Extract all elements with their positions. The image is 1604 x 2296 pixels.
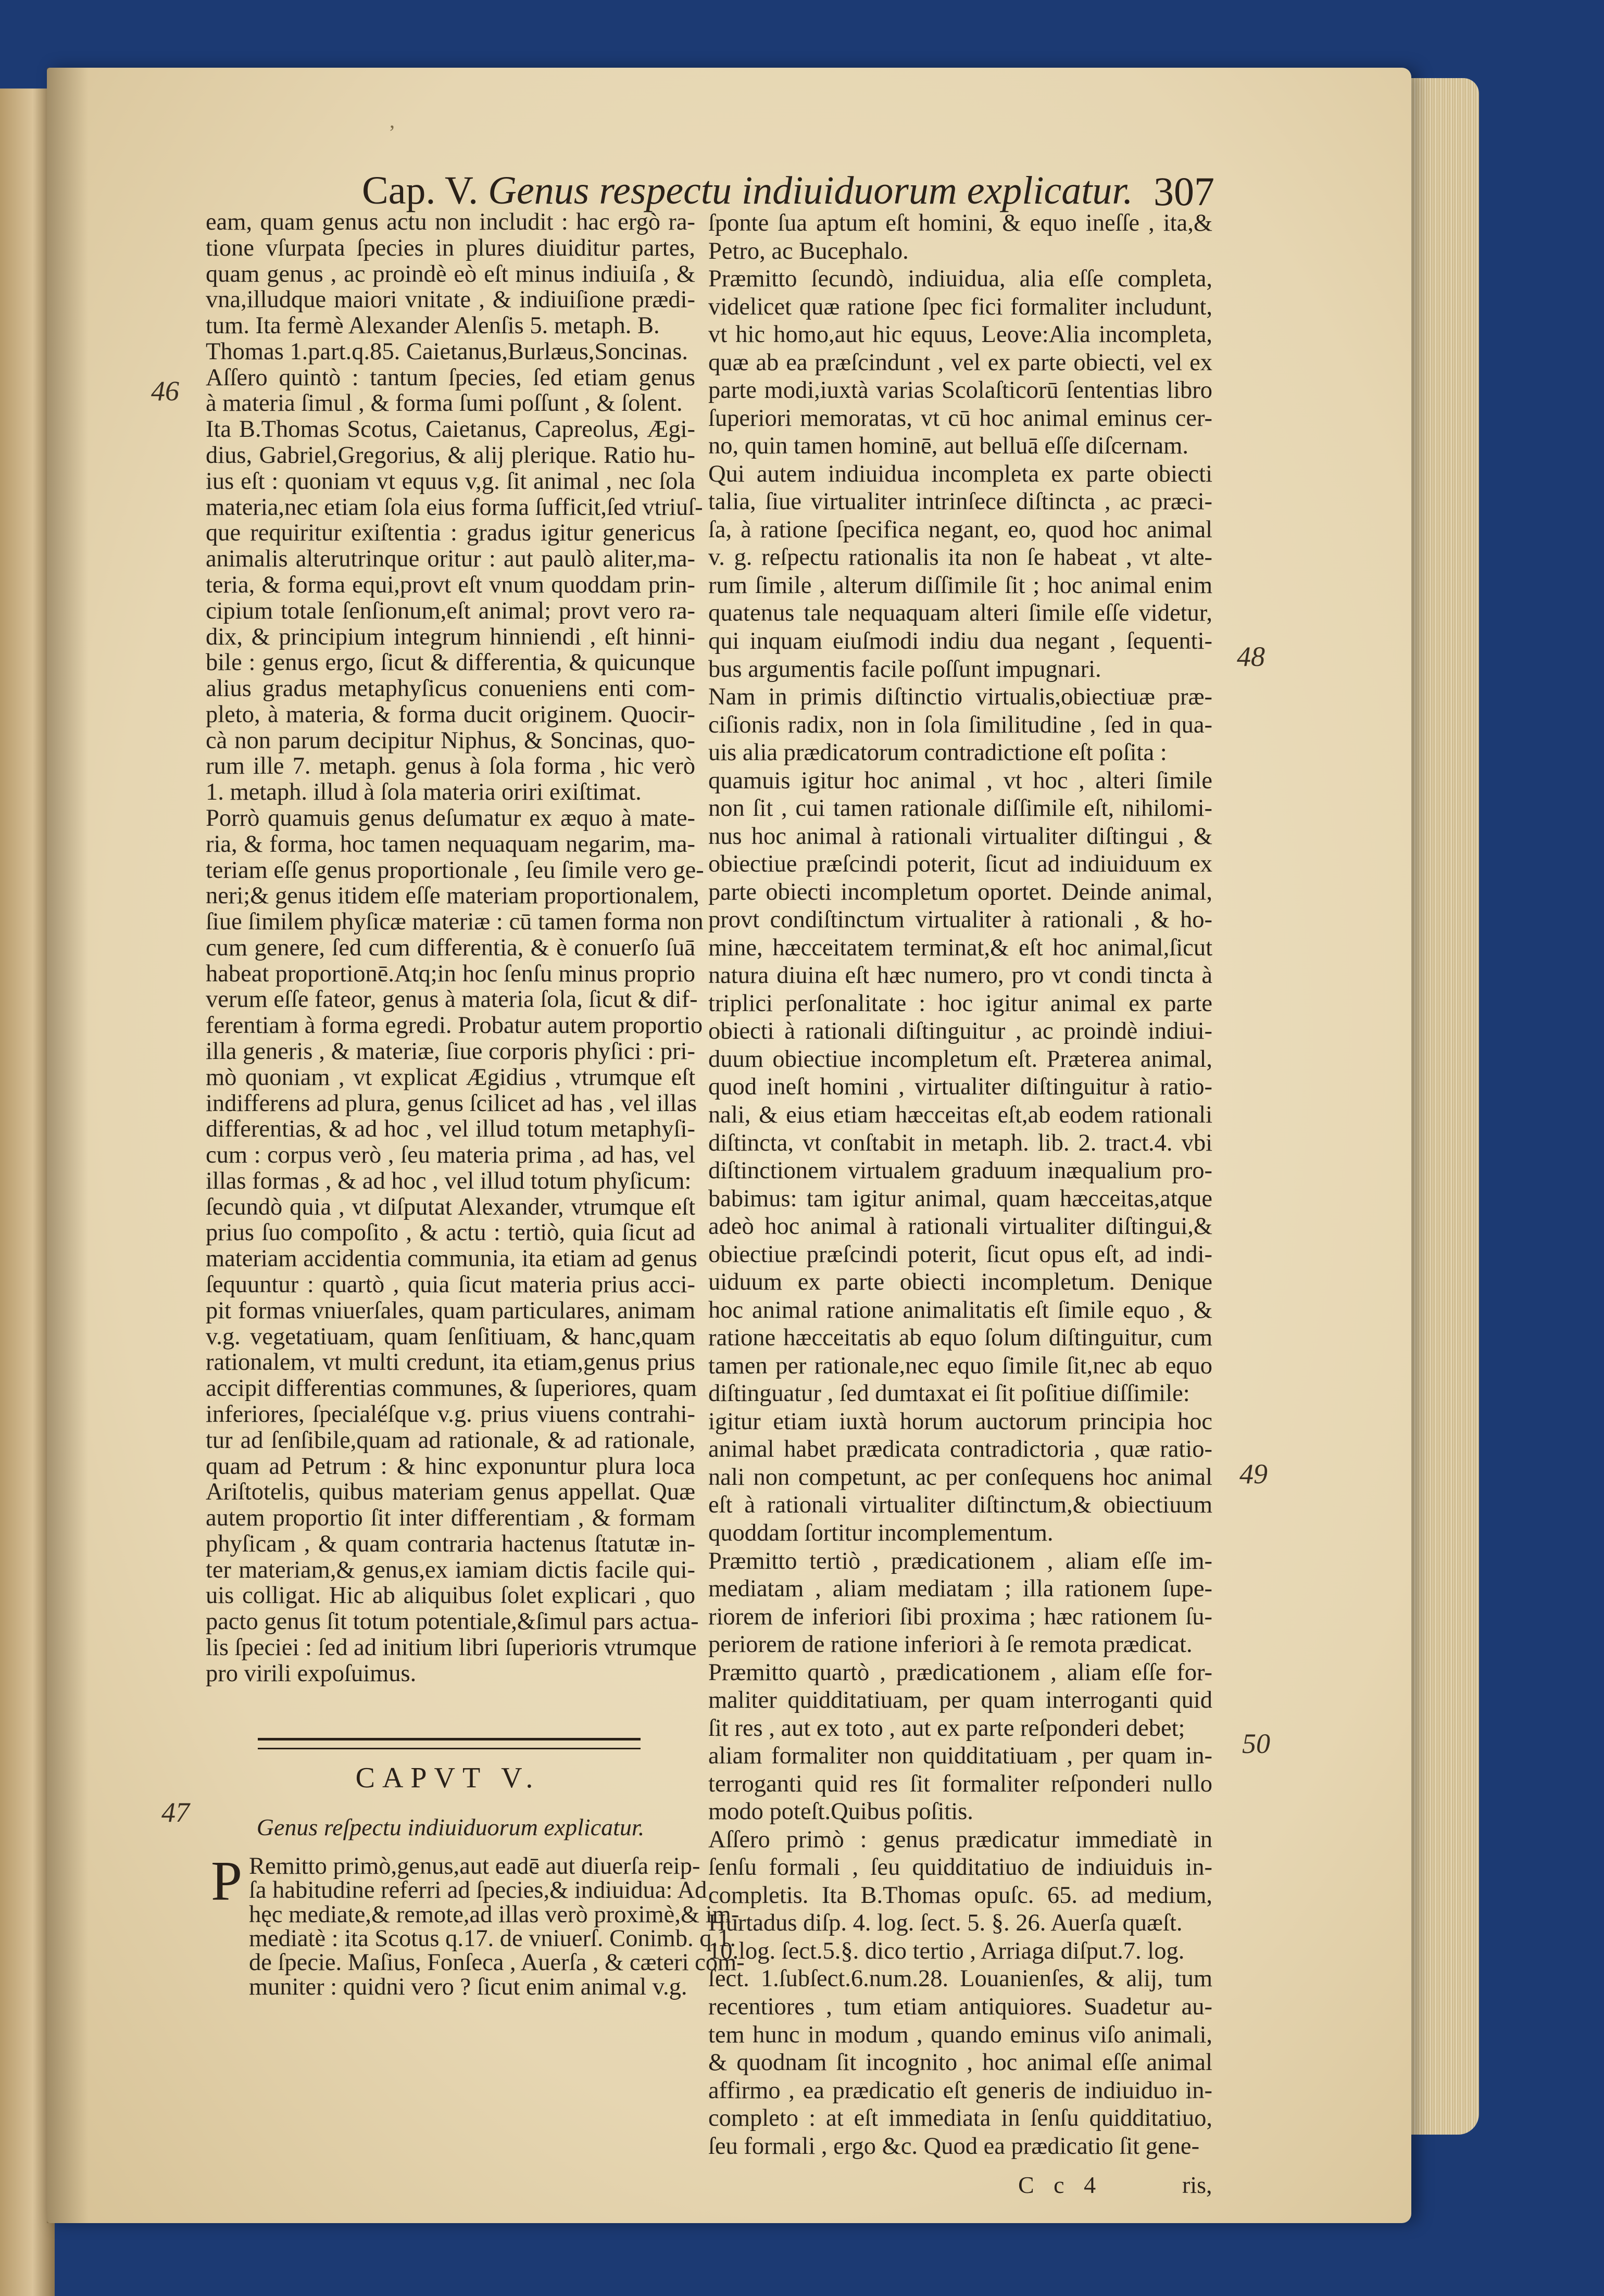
text-line: quod ineſt homini , virtualiter diſtinguitur à ratio- [708, 1074, 1212, 1101]
text-line: completis. Ita B.Thomas opuſc. 65. ad medium, [708, 1882, 1212, 1909]
text-line: mò quoniam , vt explicat Ægidius , vtrumque eſt [206, 1064, 695, 1091]
text-line: hoc animal ratione animalitatis eſt ſimile equo , & [708, 1296, 1212, 1323]
text-line: quoddam ſortitur incomplementum. [708, 1519, 1054, 1546]
text-line: rationalem, vt multi credunt, ita etiam,genus prius [206, 1349, 695, 1376]
running-head [362, 166, 1247, 216]
text-line: hęc mediate,& remote,ad illas verò proximè,& im- [249, 1901, 740, 1928]
text-line: ciſionis radix, non in ſola ſimilitudine , ſed in qua- [708, 711, 1212, 738]
text-line: v. g. reſpectu rationalis ita non ſe habeat , vt alte- [708, 544, 1212, 571]
text-line: quam ad Petrum : & hinc exponuntur plura loca [206, 1453, 695, 1480]
text-line: obiecti à rationali diſtinguitur , ac proindè indiui- [708, 1018, 1212, 1045]
text-line: Præmitto ſecundò, indiuidua, alia eſſe completa, [708, 266, 1212, 293]
text-line: pro virili expoſuimus. [206, 1660, 417, 1687]
section-heading: CAPVT V. [355, 1762, 541, 1794]
section-rule [258, 1738, 641, 1749]
text-line: Præmitto tertiò , prædicationem , aliam eſſe im- [708, 1547, 1212, 1574]
text-line: diſtinguatur , ſed dumtaxat ei ſit poſitiue diſſimile: [708, 1380, 1190, 1407]
text-line: Aſſero primò : genus prædicatur immediatè in [708, 1826, 1212, 1853]
section-opening-text [249, 1853, 745, 2000]
text-line: differentias, & ad hoc , vel illud totum metaphyſi- [206, 1116, 695, 1143]
text-line: natura diuina eſt hæc numero, pro vt condi tincta à [708, 962, 1212, 989]
text-line: v.g. vegetatiuam, quam ſenſitiuam, & hanc,quam [206, 1323, 695, 1350]
text-line: cum genere, ſed cum differentia, & è conuerſo ſuā [206, 934, 695, 961]
text-line: materia,nec etiam ſola eius forma ſufficit,ſed vtriuſ- [206, 494, 703, 521]
margin-number: 46 [151, 375, 179, 407]
text-line: ſit res , aut ex toto , aut ex parte reſponderi debet; [708, 1714, 1185, 1742]
text-line: Remitto primò,genus,aut eadē aut diuerſa reip- [249, 1853, 700, 1879]
text-line: Ariſtotelis, quibus materiam genus appellat. Quæ [206, 1479, 695, 1506]
text-line: obiectiue præſcindi poterit, ſicut opus eſt, ad indi- [708, 1241, 1212, 1268]
text-line: mediatam , aliam mediatam ; illa rationem ſupe- [708, 1575, 1212, 1603]
text-line: bus argumentis facile poſſunt impugnari. [708, 655, 1101, 683]
text-line: ſuperiori memoratas, vt cū hoc animal eminus cer- [708, 405, 1212, 432]
text-line: uis colligat. Hic ab aliquibus ſolet explicari , quo [206, 1582, 695, 1609]
text-line: lis ſpeciei : ſed ad initium libri ſuperioris vtrumque [206, 1634, 697, 1661]
text-line: Qui autem indiuidua incompleta ex parte obiecti [708, 460, 1212, 487]
text-line: tamen per rationale,nec equo ſimile ſit,nec ab equo [708, 1352, 1212, 1379]
text-line: mediatè : ita Scotus q.17. de vniuerſ. Conimb. q.1. [249, 1925, 736, 1952]
text-line: indifferens ad plura, genus ſcilicet ad has , vel illas [206, 1090, 697, 1117]
text-line: cum : corpus verò , ſeu materia prima , ad has, vel [206, 1142, 695, 1169]
text-line: provt condiſtinctum virtualiter à rationali , & ho- [708, 906, 1212, 933]
text-line: verum eſſe fateor, genus à materia ſola, ſicut & dif- [206, 986, 698, 1013]
text-line: ſa habitudine referri ad ſpecies,& indiuidua: Ad [249, 1877, 707, 1904]
text-line: & quodnam ſit incognito , hoc animal eſſe animal [708, 2049, 1212, 2076]
text-line: ratione hæcceitatis ab equo ſolum diſtinguitur, cum [708, 1324, 1212, 1352]
page-number: 307 [1154, 169, 1214, 214]
text-line: periorem de ratione inferiori à ſe remota prædicat. [708, 1631, 1193, 1658]
text-line: completo : at eſt immediata in ſenſu quidditatiuo, [708, 2105, 1212, 2132]
text-line: quam genus , ac proindè eò eſt minus indiuiſa , & [206, 260, 695, 287]
margin-number: 50 [1242, 1728, 1270, 1759]
text-line: ſecundò quia , vt diſputat Alexander, vtrumque eſt [206, 1193, 695, 1220]
text-line: ſeu formali , ergo &c. Quod ea prædicatio ſit gene- [708, 2133, 1200, 2160]
text-line: à materia ſimul , & forma ſumi poſſunt , & ſolent. [206, 390, 683, 417]
text-line: obiectiue præſcindi poterit, ſicut ad indiuiduum ex [708, 851, 1212, 878]
chapter-title: Genus respectu indiuiduorum explicatur. [488, 169, 1133, 212]
text-line: vt hic homo,aut hic equus, Leove:Alia incompleta, [708, 321, 1212, 348]
text-line: ſequuntur : quartò , quia ſicut materia prius acci- [206, 1271, 695, 1298]
text-line: no, quin tamen hominē, aut belluā eſſe diſcernam. [708, 433, 1188, 460]
text-line: Porrò quamuis genus deſumatur ex æquo à mate- [206, 804, 695, 831]
text-line: quæ ab ea præſcindunt , vel ex parte obiecti, vel ex [708, 349, 1212, 376]
text-line: materiam accidentia communia, ita etiam ad genus [206, 1245, 697, 1272]
text-line: rum ſimile , alterum diſſimile ſit ; hoc animal enim [708, 572, 1212, 599]
text-line: videlicet quæ ratione ſpec fici formaliter includunt, [708, 293, 1212, 320]
text-line: prius ſuo compoſito , & actu : tertiò, quia ſicut ad [206, 1219, 695, 1246]
text-line: ius eſt : quoniam vt equus v,g. ſit animal , nec ſola [206, 468, 695, 495]
margin-number: 49 [1239, 1458, 1268, 1490]
text-line: neri;& genus itidem eſſe materiam proportionalem, [206, 882, 699, 910]
text-line: accipit differentias communes, & ſuperiores, quam [206, 1375, 697, 1402]
text-line: uiduum ex parte obiecti incompletum. Denique [708, 1269, 1212, 1296]
text-line: babimus: tam igitur animal, quam hæcceitas,atque [708, 1185, 1212, 1212]
text-line: de ſpecie. Maſius, Fonſeca , Auerſa , & cæteri com- [249, 1949, 745, 1976]
text-line: alius gradus metaphyſicus conueniens enti com- [206, 675, 695, 702]
text-line: eſt à rationali virtualiter diſtinctum,& obiectiuum [708, 1492, 1212, 1519]
text-line: ſa, à ratione ſpecifica negant, eo, quod hoc animal [708, 516, 1212, 543]
text-line: ſiue ſimilem phyſicæ materiæ : cū tamen forma non [206, 909, 704, 936]
margin-number: 47 [161, 1797, 190, 1828]
text-line: triplici perſonalitate : hoc igitur animal ex parte [708, 990, 1212, 1017]
text-line: ter materiam,& genus,ex iamiam dictis facile qui- [206, 1556, 695, 1583]
text-line: nali, & eius etiam hæcceitas eſt,ab eodem rationali [708, 1102, 1212, 1128]
text-line: eam, quam genus actu non includit : hac ergò ra- [206, 209, 695, 235]
chapter-label: Cap. V. [362, 169, 479, 212]
text-line: quamuis igitur hoc animal , vt hoc , alteri ſimile [708, 767, 1212, 794]
catchword: ris, [1182, 2172, 1212, 2198]
text-line: phyſicam , & quam contraria hactenus ſtatutæ in- [206, 1530, 695, 1557]
text-line: terroganti quid res ſit formaliter reſponderi nullo [708, 1770, 1212, 1797]
text-line: bile : genus ergo, ſicut & differentia, & quicunque [206, 649, 695, 676]
text-line: mine, hæcceitatem terminat,& eſt hoc animal,ſicut [708, 934, 1212, 961]
text-line: parte obiecti incompletum oportet. Deinde animal, [708, 878, 1212, 905]
text-line: maliter quidditatiuam, per quam interroganti quid [708, 1687, 1212, 1714]
text-line: rum ille 7. metaph. genus à ſola forma , hic verò [206, 753, 695, 780]
signature-mark: C c 4 [1018, 2172, 1096, 2198]
text-line: Nam in primis diſtinctio virtualis,obiectiuæ præ- [708, 684, 1212, 711]
text-line: Præmitto quartò , prædicationem , aliam eſſe for- [708, 1659, 1212, 1686]
drop-capital: P [211, 1850, 243, 1912]
text-line: ſponte ſua aptum eſt homini, & equo ineſſe , ita,& [708, 210, 1212, 236]
text-line: igitur etiam iuxtà horum auctorum principia hoc [708, 1408, 1212, 1435]
text-line: ferentiam à forma egredi. Probatur autem proportio [206, 1012, 703, 1039]
text-line: duum obiectiue incompletum eſt. Præterea animal, [708, 1045, 1212, 1073]
text-line: tum. Ita fermè Alexander Alenſis 5. metaph. B. [206, 312, 660, 339]
text-line: quatenus tale nequaquam alteri ſimile eſſe videtur, [708, 600, 1212, 627]
text-line: dix, & principium integrum hinniendi , eſt hinni- [206, 623, 695, 650]
text-line: dius, Gabriel,Gregorius, & alij plerique. Ratio hu- [206, 442, 695, 469]
text-line: vna,illudque maiori vnitate , & indiuiſione prædi- [206, 286, 695, 313]
text-line: tur ad ſenſibile,quam ad rationale, & ad rationale, [206, 1427, 695, 1454]
section-subtitle: Genus reſpectu indiuiduorum explicatur. [256, 1814, 645, 1840]
text-line: aliam formaliter non quidditatiuam , per quam in- [708, 1743, 1212, 1770]
stray-mark: , [390, 109, 395, 132]
text-line: autem proportio ſit inter differentiam , & formam [206, 1505, 695, 1532]
text-line: ſect. 1.ſubſect.6.num.28. Louanienſes, & alij, tum [708, 1965, 1212, 1992]
text-line: parte modi,iuxtà varias Scolaſticorū ſententias libro [708, 377, 1212, 404]
text-line: Ita B.Thomas Scotus, Caietanus, Capreolus, Ægi- [206, 416, 695, 443]
text-line: affirmo , ea prædicatio eſt generis de indiuiduo in- [708, 2077, 1212, 2104]
text-line: pacto genus ſit totum potentiale,&ſimul pars actua- [206, 1608, 699, 1635]
text-line: non ſit , cui tamen rationale diſſimile eſt, nihilomi- [708, 795, 1212, 822]
text-line: adeò hoc animal à rationali virtualiter diſtingui,& [708, 1213, 1212, 1240]
text-line: Petro, ac Bucephalo. [708, 237, 909, 264]
text-line: uis alia prædicatorum contradictione eſt poſita : [708, 739, 1167, 766]
text-line: ria, & forma, hoc tamen nequaquam negarim, ma- [206, 830, 695, 857]
text-line: que requiritur exiſtentia : gradus igitur genericus [206, 520, 695, 547]
text-line: cipium totale ſenſionum,eſt animal; provt vero ra- [206, 597, 695, 624]
text-line: 1. metaph. illud à ſola materia oriri exiſtimat. [206, 779, 642, 806]
text-line: illas formas , & ad hoc , vel illud totum phyſicum: [206, 1167, 692, 1194]
text-line: Thomas 1.part.q.85. Caietanus,Burlæus,Soncinas. [206, 338, 688, 365]
text-line: talia, ſiue virtualiter intrinſece diſtincta , ac præci- [708, 488, 1212, 515]
text-line: tione vſurpata ſpecies in plures diuiditur partes, [206, 234, 695, 261]
text-line: pleto, à materia, & forma ducit originem. Quocir- [206, 701, 695, 728]
text-line: nali non competunt, ac per conſequens hoc animal [708, 1464, 1212, 1491]
text-line: ſenſu formali , ſeu quidditatiuo de indiuiduis in- [708, 1854, 1212, 1881]
text-line: diſtincta, vt conſtabit in metaph. lib. 2. tract.4. vbi [708, 1129, 1212, 1156]
right-column-text [708, 209, 1212, 2160]
text-line: qui inquam eiuſmodi indiu dua negant , ſequenti- [708, 627, 1212, 654]
text-line: teria, & forma equi,provt eſt vnum quoddam prin- [206, 571, 695, 598]
text-line: tem hunc in modum , quando eminus viſo animali, [708, 2021, 1212, 2048]
text-line: Hurtadus diſp. 4. log. ſect. 5. §. 26. Auerſa quæſt. [708, 1910, 1183, 1937]
text-line: diſtinctionem virtualem graduum inæqualium pro- [708, 1157, 1212, 1184]
text-line: animalis alterutrinque oritur : aut paulò aliter,ma- [206, 546, 695, 573]
text-line: muniter : quidni vero ? ſicut enim animal v.g. [249, 1973, 687, 2000]
text-line: cà non parum decipitur Niphus, & Soncinas, quo- [206, 727, 695, 754]
text-line: teriam eſſe genus proportionale , ſeu ſimile vero ge- [206, 856, 704, 884]
text-line: modo poteſt.Quibus poſitis. [708, 1798, 973, 1825]
text-line: illa generis , & materiæ, ſiue corporis phyſici : pri- [206, 1038, 695, 1065]
text-line: 10.log. ſect.5.§. dico tertio , Arriaga diſput.7. log. [708, 1937, 1185, 1964]
margin-number: 48 [1237, 641, 1265, 672]
text-line: pit formas vniuerſales, quam particulares, animam [206, 1297, 695, 1324]
text-line: Aſſero quintò : tantum ſpecies, ſed etiam genus [206, 364, 695, 391]
text-line: animal habet prædicata contradictoria , quæ ratio- [708, 1436, 1212, 1463]
left-column-text [206, 209, 704, 1687]
text-line: inferiores, ſpecialéſque v.g. prius viuens contrahi- [206, 1401, 695, 1428]
text-line: nus hoc animal à rationali virtualiter diſtingui , & [708, 823, 1212, 850]
text-line: habeat proportionē.Atq;in hoc ſenſu minus proprio [206, 960, 695, 987]
text-line: riorem de inferiori ſibi proxima ; hæc rationem ſu- [708, 1603, 1212, 1630]
text-line: recentiores , tum etiam antiquiores. Suadetur au- [708, 1994, 1212, 2020]
